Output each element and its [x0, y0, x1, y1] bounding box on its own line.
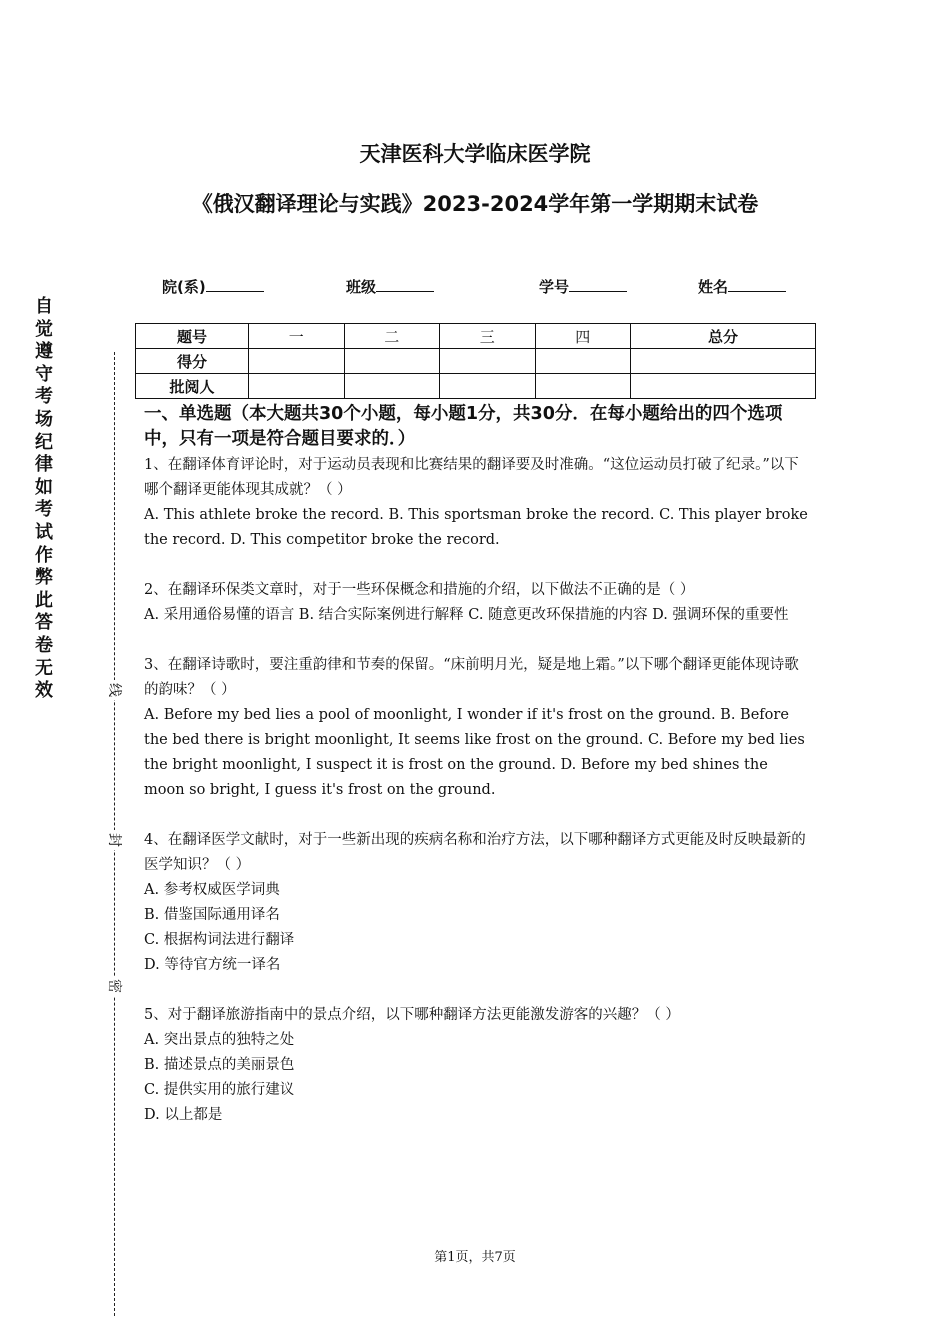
question-2: [144, 578, 808, 628]
score-table-score-row: [136, 349, 816, 374]
dept-field: [162, 276, 264, 297]
column-header-2: 二: [344, 324, 440, 349]
column-header-1: 一: [249, 324, 345, 349]
row-label-question-no: 题号: [136, 324, 249, 349]
score-table-grader-row: [136, 374, 816, 399]
spacer: [144, 803, 808, 828]
student-id-field: [539, 276, 627, 297]
questions-content: [144, 402, 808, 1128]
option-b: B. 借鉴国际通用译名: [144, 907, 280, 923]
grader-cell[interactable]: [344, 374, 440, 399]
exam-discipline-warning: 自觉遵守考场纪律如考试作弊此答卷无效: [35, 296, 53, 702]
option-d: D. 等待官方统一译名: [144, 957, 281, 973]
name-field: [698, 276, 786, 297]
question-stem: 4、在翻译医学文献时，对于一些新出现的疾病名称和治疗方法，以下哪种翻译方式更能及时反映最新的医学知识？（ ）: [144, 832, 806, 873]
question-stem: 1、在翻译体育评论时，对于运动员表现和比赛结果的翻译要及时准确。“这位运动员打破了纪录。”以下哪个翻译更能体现其成就？（ ）: [144, 457, 799, 498]
spacer: [144, 628, 808, 653]
row-label-score: 得分: [136, 349, 249, 374]
seal-char-line: 线: [105, 680, 125, 700]
question-1: [144, 453, 808, 553]
column-header-total: 总分: [631, 324, 816, 349]
question-5: [144, 1003, 808, 1128]
option-c: C. 根据构词法进行翻译: [144, 932, 295, 948]
score-cell[interactable]: [344, 349, 440, 374]
dept-blank[interactable]: [206, 277, 264, 292]
section-heading: 一、单选题（本大题共30个小题，每小题1分，共30分．在每小题给出的四个选项中，只有一项是符合题目要求的．）: [144, 404, 783, 449]
score-cell[interactable]: [440, 349, 536, 374]
question-stem: 5、对于翻译旅游指南中的景点介绍，以下哪种翻译方法更能激发游客的兴趣？（ ）: [144, 1007, 680, 1023]
spacer: [144, 553, 808, 578]
column-header-3: 三: [440, 324, 536, 349]
seal-char-seal: 封: [105, 830, 125, 850]
class-field: [346, 276, 434, 297]
option-d: D. 以上都是: [144, 1107, 223, 1123]
question-options: A. 采用通俗易懂的语言 B. 结合实际案例进行解释 C. 随意更改环保措施的内容 D. 强调环保的重要性: [144, 607, 789, 623]
name-label: 姓名: [698, 278, 729, 296]
question-4: [144, 828, 808, 978]
column-header-4: 四: [535, 324, 631, 349]
grader-cell[interactable]: [631, 374, 816, 399]
score-cell[interactable]: [249, 349, 345, 374]
dept-label: 院(系): [162, 278, 206, 296]
score-cell[interactable]: [631, 349, 816, 374]
row-label-grader: 批阅人: [136, 374, 249, 399]
score-cell[interactable]: [535, 349, 631, 374]
name-blank[interactable]: [728, 277, 786, 292]
exam-title: 《俄汉翻译理论与实践》2023-2024学年第一学期期末试卷: [191, 192, 759, 216]
grader-cell[interactable]: [249, 374, 345, 399]
grader-cell[interactable]: [440, 374, 536, 399]
class-blank[interactable]: [376, 277, 434, 292]
question-options: A. This athlete broke the record. B. This sportsman broke the record. C. This player broke the record. D. This competitor broke the record.: [144, 507, 808, 548]
question-stem: 3、在翻译诗歌时，要注重韵律和节奏的保留。“床前明月光，疑是地上霜。”以下哪个翻译更能体现诗歌的韵味？（ ）: [144, 657, 799, 698]
seal-char-secret: 密: [105, 976, 125, 996]
option-a: A. 参考权威医学词典: [144, 882, 280, 898]
score-table-header-row: [136, 324, 816, 349]
score-table: [135, 323, 816, 399]
grader-cell[interactable]: [535, 374, 631, 399]
student-id-blank[interactable]: [569, 277, 627, 292]
question-stem: 2、在翻译环保类文章时，对于一些环保概念和措施的介绍，以下做法不正确的是（ ）: [144, 582, 695, 598]
student-id-label: 学号: [539, 278, 570, 296]
spacer: [144, 978, 808, 1003]
question-options: A. Before my bed lies a pool of moonlight, I wonder if it's frost on the ground. B. Before the bed there is bright moonlight, It seems like frost on the ground. C. Before my bed lies the bright moonlight, I suspect it is frost on the ground. D. Before my bed shines the moon so bright, I guess it's frost on the ground.: [144, 707, 805, 798]
question-3: [144, 653, 808, 803]
option-c: C. 提供实用的旅行建议: [144, 1082, 295, 1098]
option-a: A. 突出景点的独特之处: [144, 1032, 295, 1048]
class-label: 班级: [346, 278, 377, 296]
page-number: 第1页，共7页: [434, 1250, 516, 1265]
school-title: 天津医科大学临床医学院: [359, 142, 591, 166]
option-b: B. 描述景点的美丽景色: [144, 1057, 295, 1073]
